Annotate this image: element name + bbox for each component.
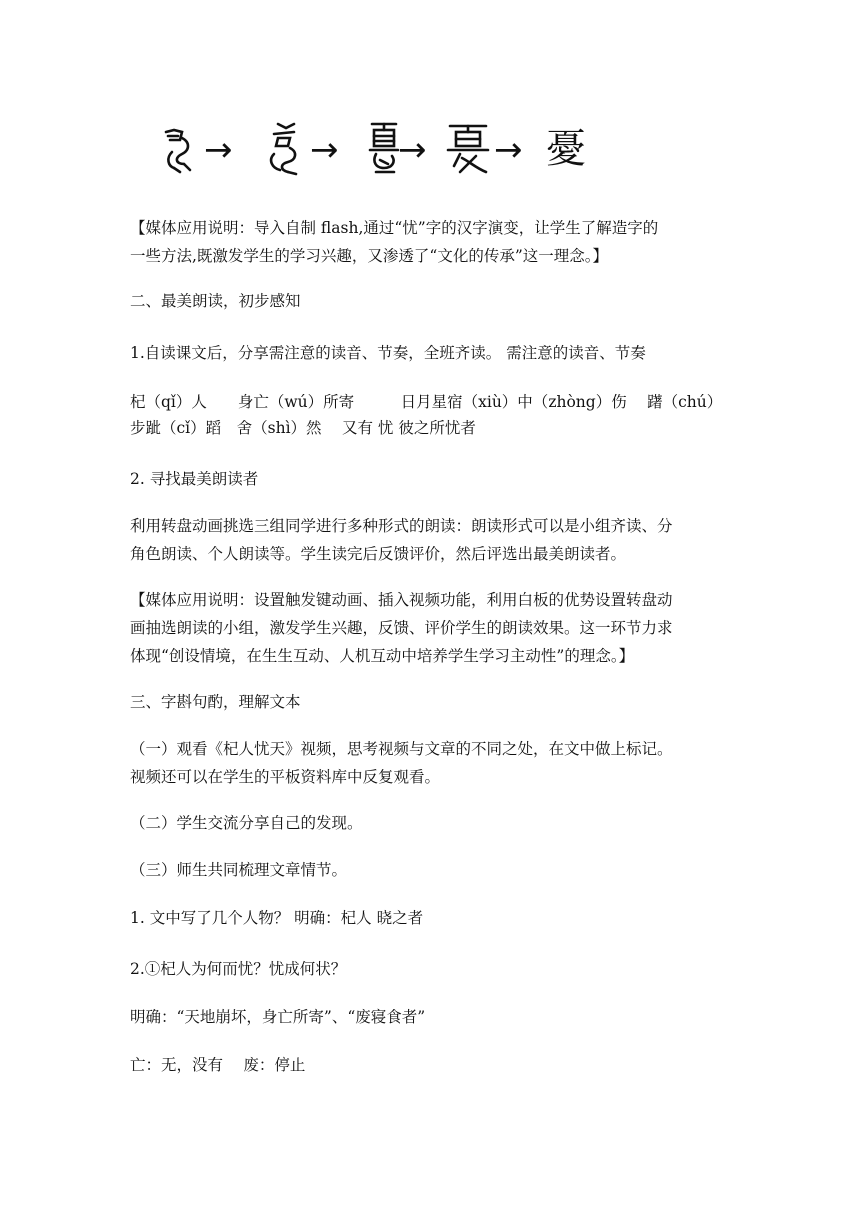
bronze-form-icon bbox=[264, 118, 304, 178]
question-2: 2.①杞人为何而忧？忧成何状？ bbox=[130, 960, 347, 978]
clerical-form-icon bbox=[446, 118, 490, 178]
item-2: 2. 寻找最美朗读者 bbox=[130, 470, 259, 488]
media-note-2-line-3: 体现“创设情境，在生生互动、人机互动中培养学生学习主动性”的理念。】 bbox=[130, 647, 635, 665]
evolution-arrow: → bbox=[310, 130, 339, 170]
pronunciation-line-1: 杞（qǐ）人 身亡（wú）所寄 日月星宿（xiù）中（zhòng）伤 躇（chú） bbox=[130, 393, 723, 411]
sub-1-line-2: 视频还可以在学生的平板资料库中反复观看。 bbox=[130, 768, 441, 786]
item-2-desc-line-1: 利用转盘动画挑选三组同学进行多种形式的朗读：朗读形式可以是小组齐读、分 bbox=[130, 517, 673, 535]
media-note-2-line-2: 画抽选朗读的小组，激发学生兴趣，反馈、评价学生的朗读效果。这一环节力求 bbox=[130, 619, 673, 637]
item-2-desc-line-2: 角色朗读、个人朗读等。学生读完后反馈评价，然后评选出最美朗读者。 bbox=[130, 545, 627, 563]
media-note-1-line-2: 一些方法,既激发学生的学习兴趣，又渗透了“文化的传承”这一理念。】 bbox=[130, 247, 609, 265]
sub-1-line-1: （一）观看《杞人忧天》视频，思考视频与文章的不同之处，在文中做上标记。 bbox=[130, 740, 673, 758]
section-3-heading: 三、字斟句酌，理解文本 bbox=[130, 693, 301, 711]
media-note-1-line-1: 【媒体应用说明：导入自制 flash,通过“忧”字的汉字演变，让学生了解造字的 bbox=[130, 219, 659, 237]
modern-character: 憂 bbox=[546, 126, 586, 172]
question-1: 1. 文中写了几个人物？ 明确：杞人 晓之者 bbox=[130, 909, 424, 927]
sub-2: （二）学生交流分享自己的发现。 bbox=[130, 814, 363, 832]
evolution-arrow: → bbox=[204, 130, 233, 170]
character-evolution-strip bbox=[160, 118, 600, 180]
oracle-bone-form-icon bbox=[160, 118, 198, 178]
item-1: 1.自读课文后，分享需注意的读音、节奏，全班齐读。 需注意的读音、节奏 bbox=[130, 344, 646, 362]
evolution-arrow: → bbox=[398, 130, 427, 170]
question-2-answer: 明确：“天地崩坏，身亡所寄”、“废寝食者” bbox=[130, 1008, 426, 1026]
pronunciation-line-2: 步跐（cǐ）蹈 舍（shì）然 又有 忧 彼之所忧者 bbox=[130, 419, 476, 437]
media-note-2-line-1: 【媒体应用说明：设置触发键动画、插入视频功能，利用白板的优势设置转盘动 bbox=[130, 591, 673, 609]
sub-3: （三）师生共同梳理文章情节。 bbox=[130, 861, 348, 879]
seal-form-icon bbox=[366, 118, 402, 178]
section-2-heading: 二、最美朗读，初步感知 bbox=[130, 292, 301, 310]
evolution-arrow: → bbox=[494, 130, 523, 170]
gloss: 亡：无，没有 废：停止 bbox=[130, 1056, 306, 1074]
